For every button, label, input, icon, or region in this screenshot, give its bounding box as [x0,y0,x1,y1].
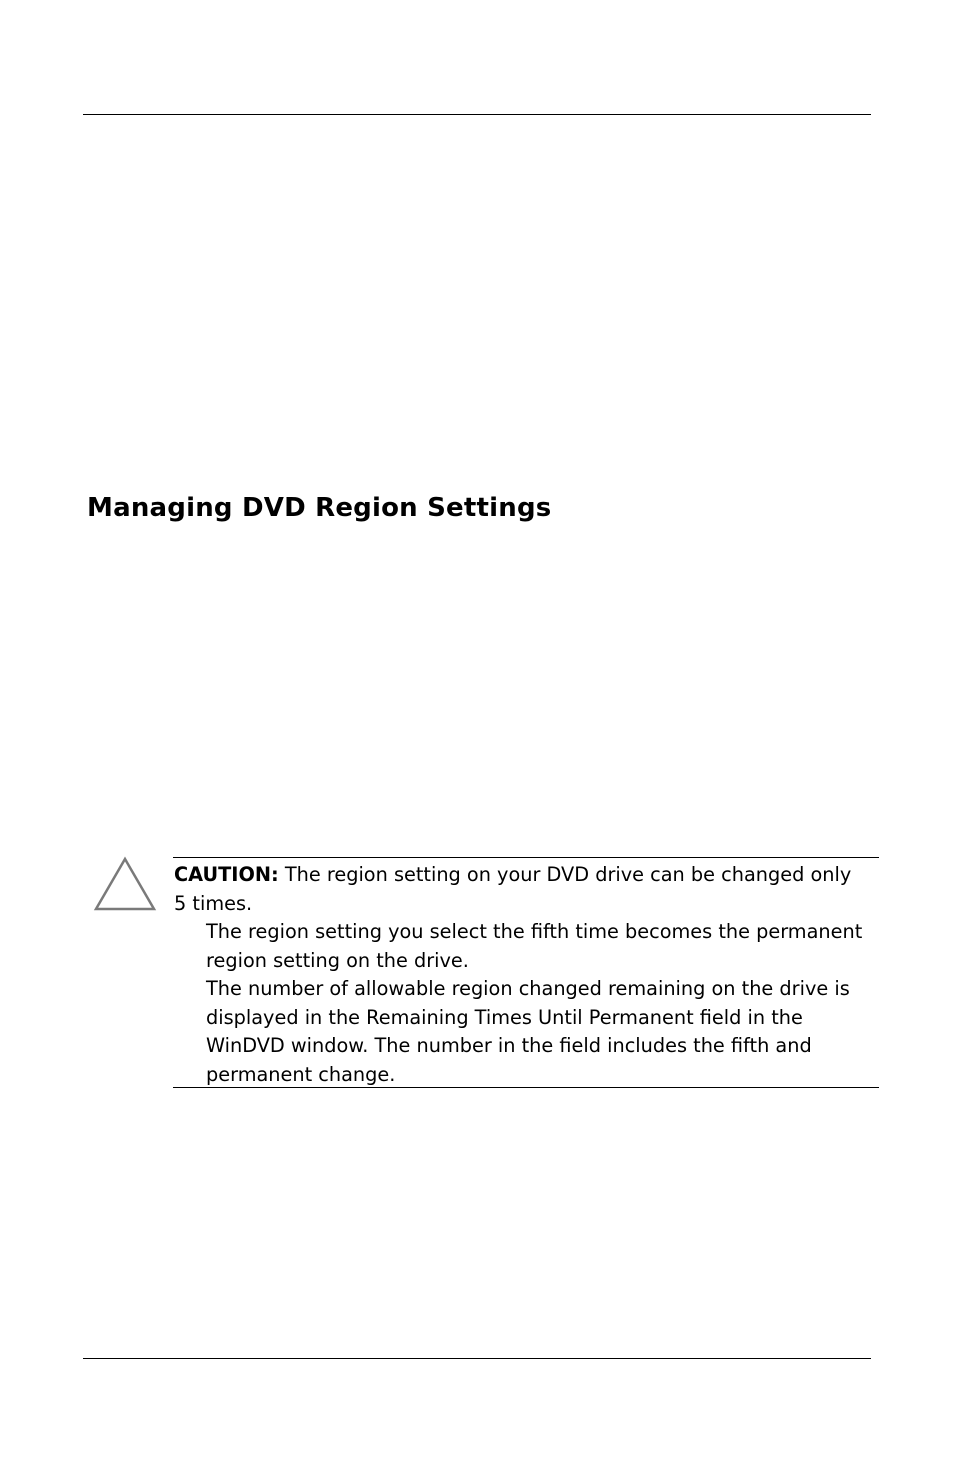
section-title: Managing DVD Region Settings [87,493,552,523]
caution-para2-line2: region setting on the drive. [206,948,469,972]
header-rule [83,114,871,115]
caution-triangle-icon [93,856,157,914]
caution-para3-line4: permanent change. [206,1062,396,1086]
caution-para3-line1: The number of allowable region changed remaining on the drive is [206,977,850,1000]
footer-rule [83,1358,871,1359]
caution-label: CAUTION: [174,863,279,886]
caution-para3-line2: displayed in the Remaining Times Until Permanent field in the [206,1005,803,1029]
caution-para3-line3: WinDVD window. The number in the field includes the fifth and [206,1034,812,1057]
caution-text [174,861,874,1089]
caution-para2-line1: The region setting you select the fifth time becomes the permanent [206,920,863,943]
caution-first-line: The region setting on your DVD drive can be changed only [284,863,852,886]
caution-line-1 [174,861,874,890]
caution-line-2: 5 times. [174,891,253,915]
